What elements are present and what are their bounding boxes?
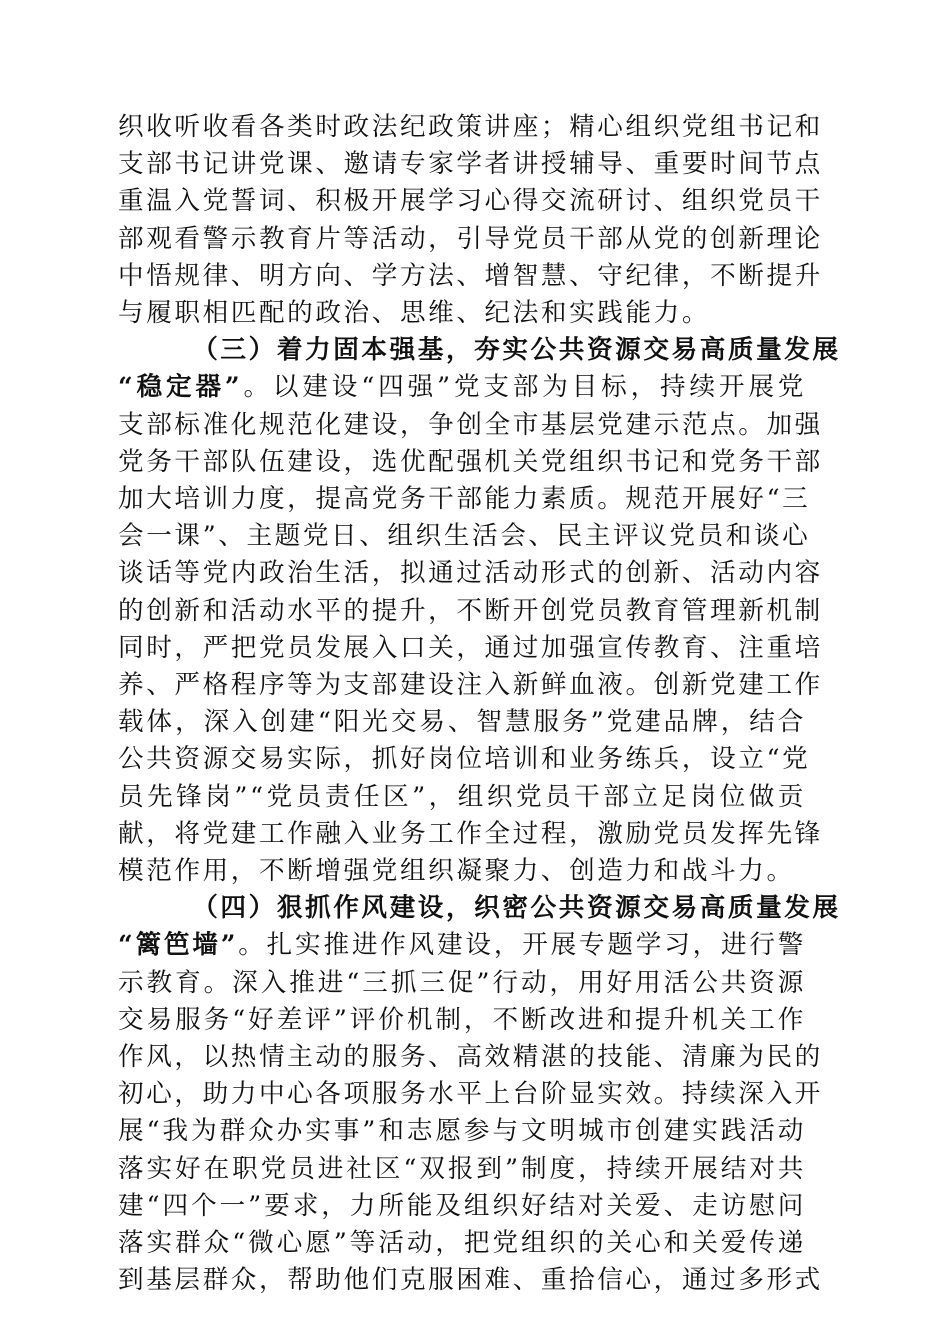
text-line: 重温入党誓词、积极开展学习心得交流研讨、组织党员干 [118, 186, 823, 217]
text-line: 会一课”、主题党日、组织生活会、民主评议党员和谈心 [118, 521, 811, 552]
text-line: 公共资源交易实际，抓好岗位培训和业务练兵，设立“党 [118, 744, 811, 775]
section-heading-4: （四）狠抓作风建设，织密公共资源交易高质量发展 [192, 893, 841, 924]
text-line: 养、严格程序等为支部建设注入新鲜血液。创新党建工作 [118, 670, 823, 701]
text-line: 初心，助力中心各项服务水平上台阶显实效。持续深入开 [118, 1079, 823, 1110]
text-line [118, 927, 806, 964]
text-line: 示教育。深入推进“三抓三促”行动，用好用活公共资源 [118, 967, 806, 998]
section-heading-4-tail: “篱笆墙” [118, 930, 239, 961]
text-line [118, 369, 806, 406]
text-line: 落实群众“微心愿”等活动，把党组织的关心和关爱传递 [118, 1228, 806, 1259]
text-line: 支部书记讲党课、邀请专家学者讲授辅导、重要时间节点 [118, 149, 823, 180]
text-line: 党务干部队伍建设，选优配强机关党组织书记和党务干部 [118, 446, 823, 477]
paragraph-3 [118, 890, 841, 1299]
paragraph-2 [118, 332, 841, 890]
text-line: 到基层群众，帮助他们克服困难、重拾信心，通过多形式 [118, 1265, 823, 1296]
text-line: 员先锋岗”“党员责任区”，组织党员干部立足岗位做贡 [118, 781, 806, 812]
text-line: 作风，以热情主动的服务、高效精湛的技能、清廉为民的 [118, 1042, 823, 1073]
text-line: 建“四个一”要求，力所能及组织好结对关爱、走访慰问 [118, 1190, 806, 1221]
text-line: 织收听收看各类时政法纪政策讲座；精心组织党组书记和 [118, 112, 823, 142]
text-line: 献，将党建工作融入业务工作全过程，激励党员发挥先锋 [118, 818, 823, 849]
text-line: 交易服务“好差评”评价机制，不断改进和提升机关工作 [118, 1004, 806, 1035]
text-line: 谈话等党内政治生活，拟通过活动形式的创新、活动内容 [118, 558, 823, 589]
text-line: 的创新和活动水平的提升，不断开创党员教育管理新机制 [118, 595, 823, 626]
text-line: 模范作用，不断增强党组织凝聚力、创造力和战斗力。 [118, 856, 795, 887]
section-heading-3: （三）着力固本强基，夯实公共资源交易高质量发展 [192, 335, 841, 366]
text-line: 加大培训力度，提高党务干部能力素质。规范开展好“三 [118, 484, 811, 515]
text-line: 部观看警示教育片等活动，引导党员干部从党的创新理论 [118, 223, 823, 254]
text-segment: 。以建设“四强”党支部为目标，持续开展党 [242, 372, 806, 403]
text-line [118, 890, 841, 927]
paragraph-1 [118, 109, 823, 332]
text-line: 展“我为群众办实事”和志愿参与文明城市创建实践活动 [118, 1116, 806, 1147]
text-line: 落实好在职党员进社区“双报到”制度，持续开展结对共 [118, 1153, 806, 1184]
text-line: 支部标准化规范化建设，争创全市基层党建示范点。加强 [118, 409, 823, 440]
text-line [118, 332, 841, 369]
text-line: 中悟规律、明方向、学方法、增智慧、守纪律，不断提升 [118, 260, 823, 291]
text-segment: 。扎实推进作风建设，开展专题学习，进行警 [238, 930, 806, 961]
text-line: 同时，严把党员发展入口关，通过加强宣传教育、注重培 [118, 632, 823, 663]
section-heading-3-tail: “稳定器” [118, 372, 243, 403]
document-body [118, 109, 841, 1300]
text-line: 与履职相匹配的政治、思维、纪法和实践能力。 [118, 298, 711, 329]
text-line: 载体，深入创建“阳光交易、智慧服务”党建品牌，结合 [118, 707, 806, 738]
